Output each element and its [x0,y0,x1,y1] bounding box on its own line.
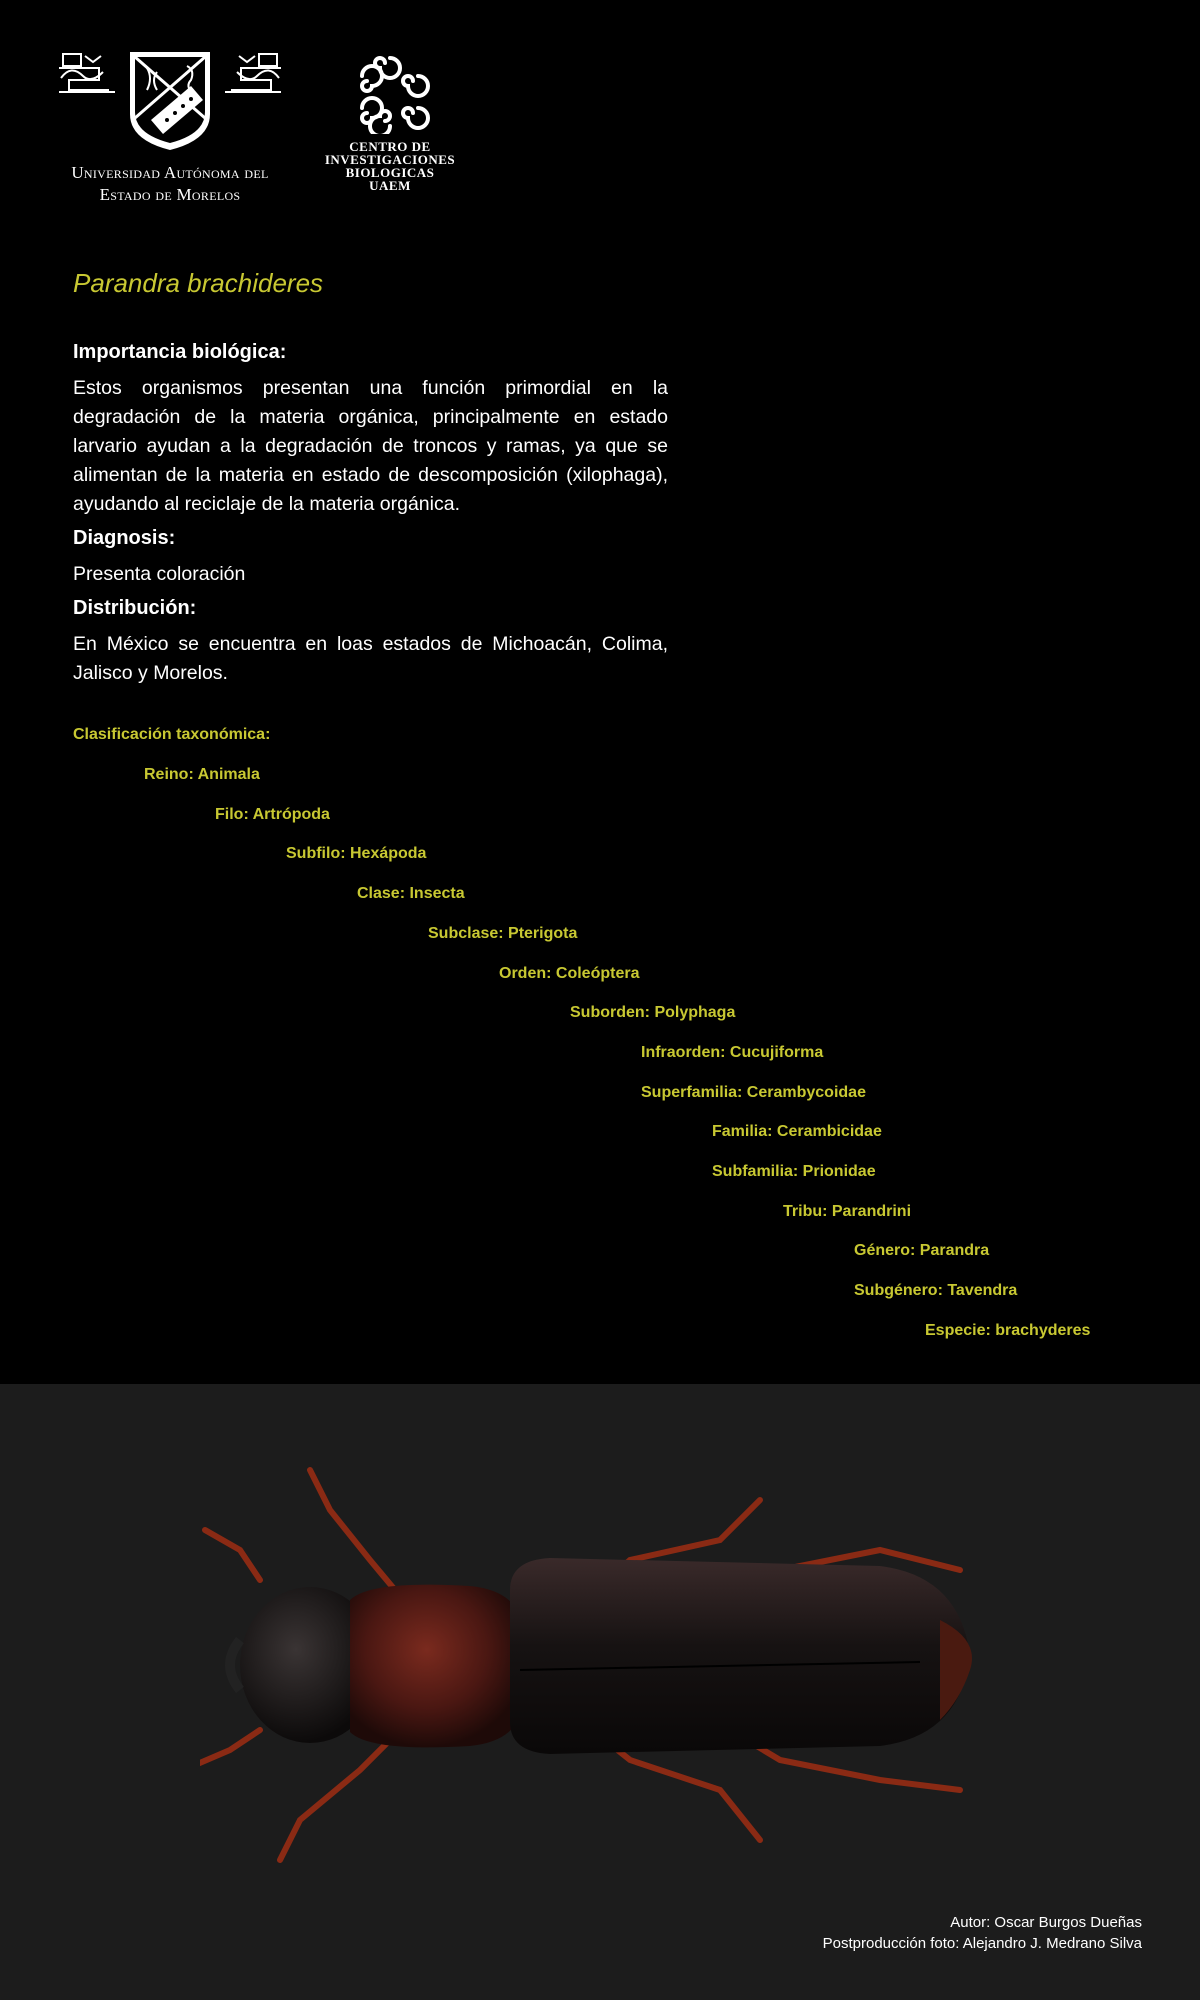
uaem-logo [50,48,290,206]
cib-logo [315,50,465,192]
author-credit: Autor: Oscar Burgos Dueñas [950,1914,1142,1931]
taxonomy-item: Superfamilia: Cerambycoidae [641,1083,866,1101]
species-title: Parandra brachideres [73,268,324,298]
university-name-line2: Estado de Morelos [99,185,241,204]
center-name-line1: CENTRO DE [349,139,431,154]
taxonomy-item: Reino: Animala [144,766,260,783]
university-name-line1: Universidad Autónoma del [71,163,269,182]
taxonomy-item: Orden: Coleóptera [499,964,640,982]
beetle-photo [200,1440,1000,1890]
distribution-heading: Distribución: [73,597,197,619]
center-name-line4: UAEM [369,178,411,193]
taxonomy-item: Subfamilia: Prionidae [712,1163,876,1180]
species-description [73,268,668,696]
taxonomy-item: Tribu: Parandrini [783,1202,912,1220]
taxonomy-item: Género: Parandra [854,1242,990,1260]
taxonomy-heading: Clasificación taxonómica: [73,726,271,743]
postproduction-credit: Postproducción foto: Alejandro J. Medrano Silva [822,1935,1142,1952]
taxonomy-item: Clase: Insecta [357,885,465,903]
taxonomy-item: Subclase: Pterigota [428,924,578,942]
photo-credits [823,1912,1142,1954]
taxonomy-item: Filo: Artrópoda [215,805,330,823]
diagnosis-heading: Diagnosis: [73,527,176,549]
taxonomy-item: Subfilo: Hexápoda [286,845,427,863]
taxonomy-item: Especie: brachyderes [925,1321,1091,1339]
distribution-body: En México se encuentra en loas estados de Michoacán, Colima, Jalisco y Morelos. [73,633,668,684]
taxonomy-item: Suborden: Polyphaga [570,1004,736,1022]
uaem-crest-icon [55,48,285,152]
importance-body: Estos organismos presentan una función primordial en la degradación de la materia orgánica, principalmente en estado larvario ayudan a la degradación de troncos y ramas, ya que se alimentan de la materia en estado de descomposición (xilophaga), ayudando al reciclaje de la materia orgánica. [73,377,668,515]
center-name-line2: INVESTIGACIONES [324,152,456,167]
importance-heading: Importancia biológica: [73,341,287,363]
taxonomy-item: Familia: Cerambicidae [712,1123,882,1141]
center-name-line3: BIOLOGICAS [345,165,435,180]
taxonomy-item: Infraorden: Cucujiforma [641,1043,824,1061]
diagnosis-body: Presenta coloración [73,563,246,585]
taxonomy-item: Subgénero: Tavendra [854,1282,1018,1300]
spiral-emblem-icon [348,50,432,134]
